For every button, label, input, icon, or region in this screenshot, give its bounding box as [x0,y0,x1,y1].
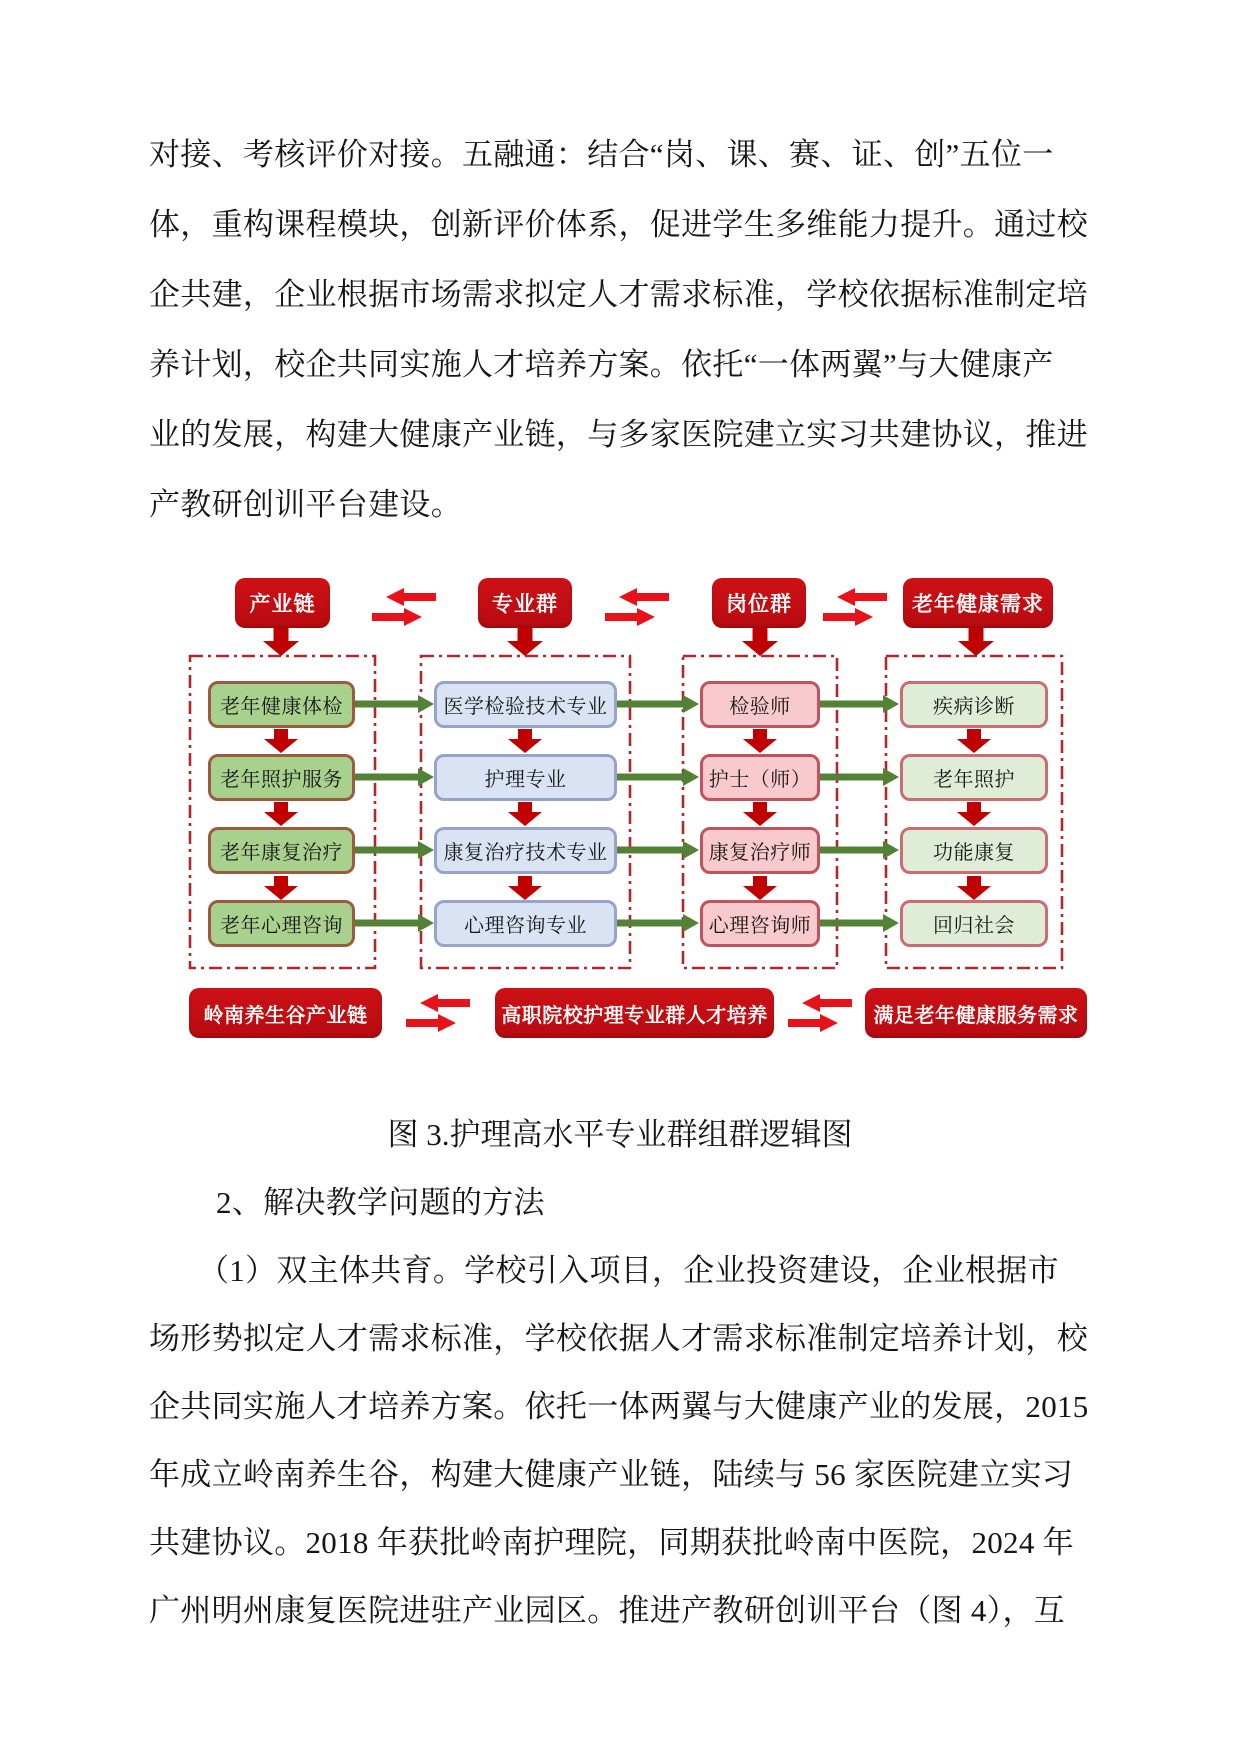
text-line: 年成立岭南养生谷，构建大健康产业链，陆续与 56 家医院建立实习 [149,1457,1074,1492]
text-line: 场形势拟定人才需求标准，学校依据人才需求标准制定培养计划，校 [149,1321,1088,1356]
down-arrow-icon [508,802,542,826]
text-line: 业的发展，构建大健康产业链，与多家医院建立实习共建协议，推进 [149,417,1088,452]
down-arrow-icon [507,628,543,656]
need-box: 功能康复 [900,827,1048,874]
industry-box: 老年心理咨询 [208,900,355,947]
industry-box: 老年照护服务 [208,754,355,801]
section-heading: 2、解决教学问题的方法 [216,1185,545,1220]
major-box: 医学检验技术专业 [434,681,617,728]
double-arrow-icon [372,588,436,626]
need-box: 疾病诊断 [900,681,1048,728]
double-arrow-icon [823,588,887,626]
footer-lingnan-chain: 岭南养生谷产业链 [189,988,382,1038]
down-arrow-icon [264,802,298,826]
double-arrow-icon [605,588,669,626]
down-arrow-icon [743,876,777,900]
down-arrow-icon [742,628,778,656]
post-box: 护士（师） [700,754,820,801]
double-arrow-icon [406,994,470,1032]
down-arrow-icon [957,876,991,900]
text-line: 养计划，校企共同实施人才培养方案。依托“一体两翼”与大健康产 [149,347,1054,382]
text-line: 对接、考核评价对接。五融通：结合“岗、课、赛、证、创”五位一 [149,137,1054,172]
figure-caption: 图 3.护理高水平专业群组群逻辑图 [387,1117,853,1152]
need-box: 回归社会 [900,900,1048,947]
industry-box: 老年康复治疗 [208,827,355,874]
text-line: 产教研创训平台建设。 [149,487,462,522]
down-arrow-icon [743,729,777,753]
double-arrow-icon [788,994,852,1032]
down-arrow-icon [957,729,991,753]
down-arrow-icon [264,876,298,900]
header-industry-chain: 产业链 [235,578,330,628]
down-arrow-icon [957,802,991,826]
major-box: 护理专业 [434,754,617,801]
text-line: 广州明州康复医院进驻产业园区。推进产教研创训平台（图 4），互 [149,1593,1066,1628]
down-arrow-icon [508,876,542,900]
down-arrow-icon [743,802,777,826]
text-line: 共建协议。2018 年获批岭南护理院，同期获批岭南中医院，2024 年 [149,1525,1074,1560]
header-post-group: 岗位群 [712,578,806,628]
paragraph-top [149,120,1093,540]
text-line: （1）双主体共育。学校引入项目，企业投资建设，企业根据市 [198,1253,1059,1288]
text-line: 企共建，企业根据市场需求拟定人才需求标准，学校依据标准制定培 [149,277,1088,312]
down-arrow-icon [264,729,298,753]
down-arrow-icon [508,729,542,753]
header-major-group: 专业群 [478,578,572,628]
down-arrow-icon [263,628,299,656]
down-arrow-icon [958,628,994,656]
footer-service-need: 满足老年健康服务需求 [865,988,1087,1038]
post-box: 康复治疗师 [700,827,820,874]
major-box: 康复治疗技术专业 [434,827,617,874]
industry-box: 老年健康体检 [208,681,355,728]
header-elder-health-need: 老年健康需求 [903,578,1053,628]
text-line: 企共同实施人才培养方案。依托一体两翼与大健康产业的发展，2015 [149,1389,1089,1424]
footer-talent-training: 高职院校护理专业群人才培养 [495,988,774,1038]
post-box: 检验师 [700,681,820,728]
text-line: 体，重构课程模块，创新评价体系，促进学生多维能力提升。通过校 [149,207,1088,242]
need-box: 老年照护 [900,754,1048,801]
major-box: 心理咨询专业 [434,900,617,947]
post-box: 心理咨询师 [700,900,820,947]
